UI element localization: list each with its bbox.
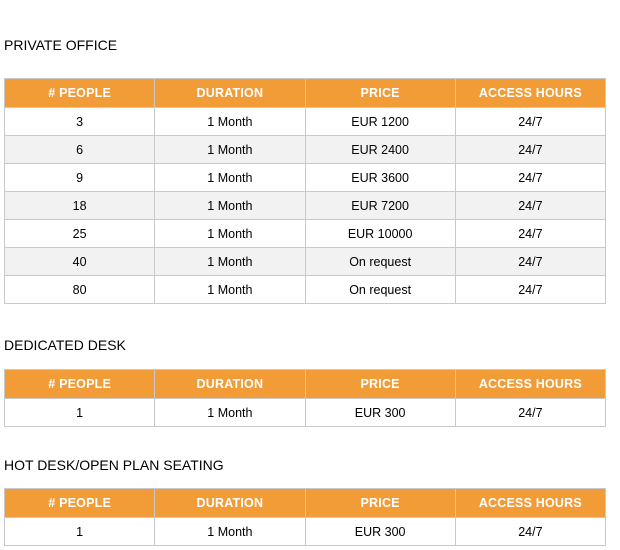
table-row [5, 399, 606, 427]
column-header-people: # PEOPLE [5, 489, 155, 518]
column-header-access-hours: ACCESS HOURS [455, 489, 605, 518]
cell-price: EUR 2400 [305, 136, 455, 164]
cell-access-hours: 24/7 [455, 276, 605, 304]
column-header-duration: DURATION [155, 370, 305, 399]
cell-access-hours: 24/7 [455, 248, 605, 276]
section-title-dedicated-desk: DEDICATED DESK [4, 337, 126, 353]
cell-access-hours: 24/7 [455, 399, 605, 427]
column-header-duration: DURATION [155, 79, 305, 108]
cell-access-hours: 24/7 [455, 136, 605, 164]
column-header-price: PRICE [305, 489, 455, 518]
column-header-price: PRICE [305, 370, 455, 399]
table-row [5, 248, 606, 276]
cell-duration: 1 Month [155, 276, 305, 304]
dedicated-desk-table [4, 369, 606, 427]
cell-people: 1 [5, 518, 155, 546]
cell-people: 9 [5, 164, 155, 192]
cell-price: On request [305, 248, 455, 276]
column-header-price: PRICE [305, 79, 455, 108]
cell-price: EUR 300 [305, 399, 455, 427]
cell-duration: 1 Month [155, 108, 305, 136]
table-row [5, 108, 606, 136]
cell-people: 80 [5, 276, 155, 304]
private-office-table [4, 78, 606, 304]
column-header-people: # PEOPLE [5, 370, 155, 399]
table-row [5, 518, 606, 546]
cell-duration: 1 Month [155, 192, 305, 220]
table-header-row [5, 79, 606, 108]
cell-access-hours: 24/7 [455, 108, 605, 136]
cell-people: 6 [5, 136, 155, 164]
cell-people: 3 [5, 108, 155, 136]
cell-duration: 1 Month [155, 164, 305, 192]
column-header-duration: DURATION [155, 489, 305, 518]
column-header-people: # PEOPLE [5, 79, 155, 108]
cell-access-hours: 24/7 [455, 164, 605, 192]
cell-price: EUR 3600 [305, 164, 455, 192]
cell-duration: 1 Month [155, 220, 305, 248]
table-header-row [5, 489, 606, 518]
cell-people: 18 [5, 192, 155, 220]
cell-access-hours: 24/7 [455, 220, 605, 248]
cell-price: On request [305, 276, 455, 304]
column-header-access-hours: ACCESS HOURS [455, 79, 605, 108]
cell-price: EUR 300 [305, 518, 455, 546]
column-header-access-hours: ACCESS HOURS [455, 370, 605, 399]
cell-people: 1 [5, 399, 155, 427]
cell-price: EUR 1200 [305, 108, 455, 136]
cell-duration: 1 Month [155, 518, 305, 546]
table-row [5, 192, 606, 220]
table-header-row [5, 370, 606, 399]
cell-price: EUR 10000 [305, 220, 455, 248]
table-row [5, 136, 606, 164]
section-title-private-office: PRIVATE OFFICE [4, 37, 118, 53]
cell-duration: 1 Month [155, 136, 305, 164]
table-row [5, 276, 606, 304]
cell-access-hours: 24/7 [455, 192, 605, 220]
cell-access-hours: 24/7 [455, 518, 605, 546]
cell-people: 25 [5, 220, 155, 248]
table-row [5, 220, 606, 248]
hot-desk-table [4, 488, 606, 546]
cell-duration: 1 Month [155, 399, 305, 427]
cell-people: 40 [5, 248, 155, 276]
cell-duration: 1 Month [155, 248, 305, 276]
section-title-hot-desk: HOT DESK/OPEN PLAN SEATING [4, 457, 224, 473]
table-row [5, 164, 606, 192]
cell-price: EUR 7200 [305, 192, 455, 220]
